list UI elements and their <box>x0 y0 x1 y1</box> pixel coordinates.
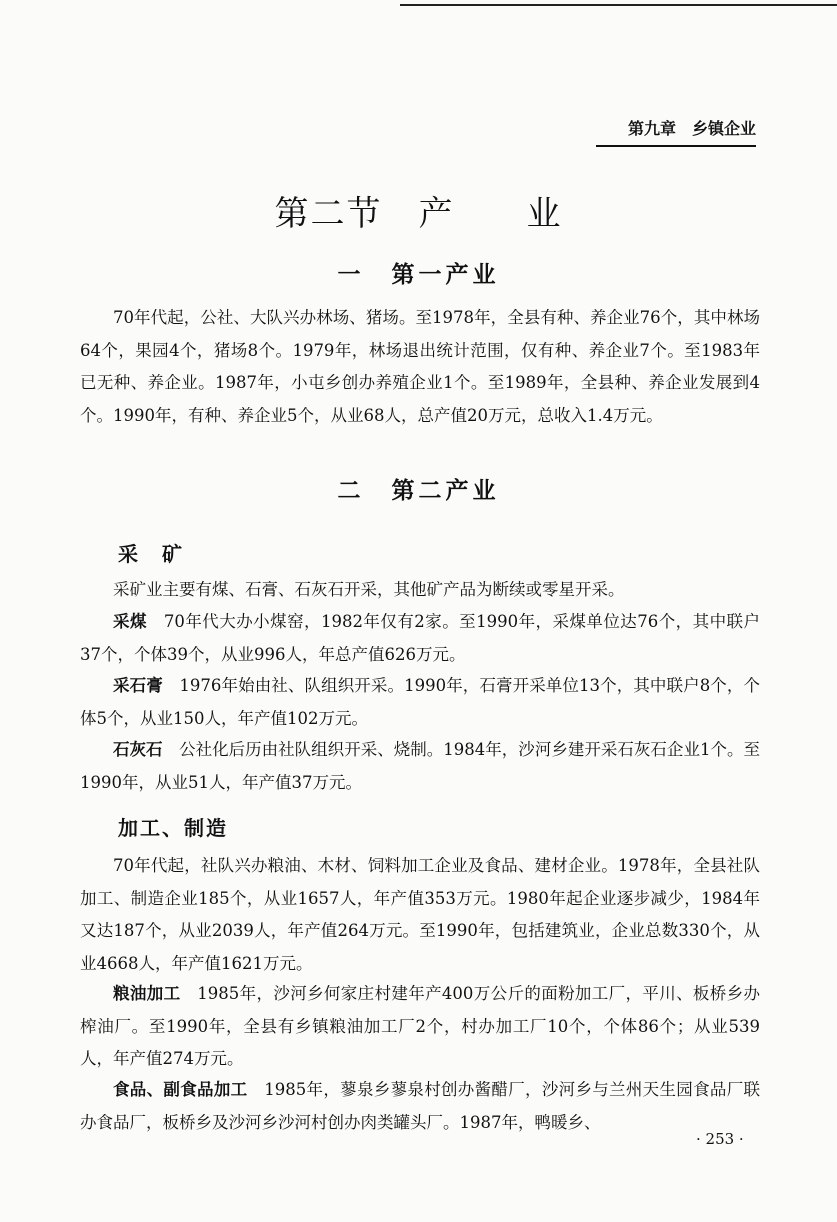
limestone-lead: 石灰石 <box>113 740 163 759</box>
limestone-text: 公社化后历由社队组织开采、烧制。1984年，沙河乡建开采石灰石企业1个。至1990年，从业51人，年产值37万元。 <box>80 740 760 792</box>
food-paragraph <box>80 1074 760 1139</box>
grain-paragraph <box>80 978 760 1076</box>
coal-text: 70年代大办小煤窑，1982年仅有2家。至1990年，采煤单位达76个，其中联户37个，个体39个，从业996人，年总产值626万元。 <box>80 612 760 664</box>
food-text: 1985年，蓼泉乡蓼泉村创办酱醋厂，沙河乡与兰州天生园食品厂联办食品厂，板桥乡及沙河乡沙河村创办肉类罐头厂。1987年，鸭暖乡、 <box>80 1080 760 1132</box>
coal-paragraph <box>80 606 760 671</box>
part1-paragraph: 70年代起，公社、大队兴办林场、猪场。至1978年，全县有种、养企业76个，其中林场64个，果园4个，猪场8个。1979年，林场退出统计范围，仅有种、养企业7个。至1983年已无种、养企业。1987年，小屯乡创办养殖企业1个。至1989年，全县种、养企业发展到4个。1990年，有种、养企业5个，从业68人，总产值20万元，总收入1.4万元。 <box>80 308 760 425</box>
limestone-paragraph <box>80 734 760 799</box>
grain-lead: 粮油加工 <box>113 984 181 1003</box>
coal-lead: 采煤 <box>113 612 147 631</box>
gypsum-lead: 采石膏 <box>113 676 163 695</box>
grain-text: 1985年，沙河乡何家庄村建年产400万公斤的面粉加工厂，平川、板桥乡办榨油厂。至1990年，全县有乡镇粮油加工厂2个，村办加工厂10个，个体86个；从业539人，年产值274万元。 <box>80 984 760 1068</box>
mining-intro: 采矿业主要有煤、石膏、石灰石开采，其他矿产品为断续或零星开采。 <box>113 580 625 599</box>
section-title: 第二节 产 业 <box>274 194 563 234</box>
page-number: · 253 · <box>696 1130 744 1148</box>
chapter-header: 第九章 乡镇企业 <box>596 116 756 147</box>
food-lead: 食品、副食品加工 <box>113 1080 248 1099</box>
part1-title: 一 第一产业 <box>337 262 500 288</box>
mining-heading: 采 矿 <box>118 542 184 566</box>
processing-intro: 70年代起，社队兴办粮油、木材、饲料加工企业及食品、建材企业。1978年，全县社队加工、制造企业185个，从业1657人，年产值353万元。1980年起企业逐步减少，1984年又达187个，从业2039人，年产值264万元。至1990年，包括建筑业，企业总数330个，从业4668人，年产值1621万元。 <box>80 856 760 973</box>
gypsum-paragraph <box>80 670 760 735</box>
top-border-line <box>400 4 837 6</box>
part2-title: 二 第二产业 <box>337 478 500 504</box>
processing-heading: 加工、制造 <box>118 816 228 840</box>
gypsum-text: 1976年始由社、队组织开采。1990年，石膏开采单位13个，其中联户8个，个体5个，从业150人，年产值102万元。 <box>80 676 761 728</box>
